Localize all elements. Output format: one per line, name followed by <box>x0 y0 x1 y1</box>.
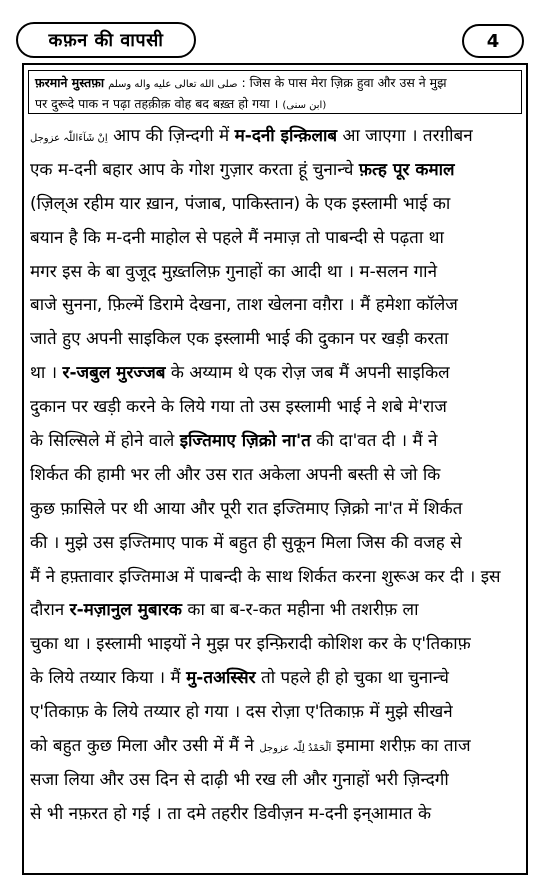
text-line-18: ए'तिकाफ़ के लिये तय्यार हो गया । दस रोज़ा ए'तिकाफ़ में मुझे सीखने <box>30 702 453 723</box>
text-line-21: से भी नफ़रत हो गई । ता दमे तहरीर डिवीज़न म-दनी इन्आमात के <box>30 803 432 824</box>
alhamdulillah-phrase: اَلْحَمْدُ لِلّٰہ عزوجل <box>259 743 332 755</box>
text-line-16: चुका था । इस्लामी भाइयों ने मुझ पर इन्फ़िरादी कोशिश कर के ए'तिकाफ़ <box>30 634 471 655</box>
hadith-label: फ़रमाने मुस्तफ़ा <box>35 75 105 90</box>
hadith-source: (ابن سنی) <box>282 100 327 111</box>
text-segment: की दा'वत दी । मैं ने <box>310 431 438 452</box>
bold-term: फ़त्ह पूर कमाल <box>358 159 455 180</box>
bold-term: र-मज़ानुल मुबारक <box>69 600 182 621</box>
text-segment: का बा ब-र-कत महीना भी तशरीफ़ ला <box>181 600 419 621</box>
page-number: 4 <box>462 24 524 58</box>
text-line-15 <box>30 594 520 628</box>
text-segment: को बहुत कुछ मिला और उसी में मैं ने <box>30 736 260 757</box>
text-line-7: जाते हुए अपनी साइकिल एक इस्लामी भाई की दुकान पर खड़ी करता <box>30 329 449 350</box>
body-text <box>30 120 520 832</box>
text-segment: के अय्याम थे एक रोज़ जब मैं अपनी साइकिल <box>165 363 450 384</box>
text-line-8 <box>30 357 520 391</box>
bold-term: मु-तअस्सिर <box>186 668 256 689</box>
text-line-5: मगर इस के बा वुजूद मुख़्तलिफ़ गुनाहों का आदी था । म-सलन गाने <box>30 261 438 282</box>
book-title: कफ़न की वापसी <box>16 22 196 58</box>
text-segment: आ जाएगा । तरग़ीबन <box>337 126 473 146</box>
text-segment: एक म-दनी बहार आप के गोश गुज़ार करता हूं चुनान्चे <box>30 159 359 180</box>
inshallah-phrase: اِنْ شَآءَاللّٰہ عزوجل <box>30 133 108 144</box>
text-line-6: बाजे सुनना, फ़िल्में डिरामे देखना, ताश खेलना वग़ैरा । मैं हमेशा कॉलेज <box>30 295 458 316</box>
text-segment: इमामा शरीफ़ का ताज <box>331 736 471 757</box>
text-segment: के सिल्सिले में होने वाले <box>30 431 180 452</box>
text-line-13: की । मुझे उस इज्तिमाए पाक में बहुत ही सुकून मिला जिस की वजह से <box>30 532 462 553</box>
bold-term: म-दनी इन्क़िलाब <box>234 126 338 146</box>
text-line-10 <box>30 425 520 459</box>
bold-term: इज्तिमाए ज़िक्रो ना'त <box>179 431 311 452</box>
text-segment: था । <box>30 363 63 384</box>
bold-term: र-जबुल मुरज्जब <box>62 363 166 384</box>
text-segment: आप की ज़िन्दगी में <box>113 126 235 146</box>
hadith-box <box>28 70 522 114</box>
text-line-3: (ज़िल्अ रहीम यार ख़ान, पंजाब, पाकिस्तान) के एक इस्लामी भाई का <box>30 193 451 214</box>
hadith-line2: पर दुरूदे पाक न पढ़ा तहक़ीक़ वोह बद बख़्त हो गया । <box>35 96 279 111</box>
text-line-12: कुछ फ़ासिले पर थी आया और पूरी रात इज्तिमाए ज़िक्रो ना'त में शिर्कत <box>30 498 463 519</box>
text-line-4: बयान है कि म-दनी माहोल से पहले मैं नमाज़ तो पाबन्दी से पढ़ता था <box>30 227 444 248</box>
text-segment: दौरान <box>30 600 70 621</box>
text-segment: तो पहले ही हो चुका था चुनान्चे <box>255 668 449 689</box>
hadith-line1: : जिस के पास मेरा ज़िक्र हुवा और उस ने मुझ <box>241 75 447 90</box>
text-line-19 <box>30 730 520 764</box>
text-line-1 <box>30 120 520 154</box>
text-line-2 <box>30 154 520 188</box>
text-line-11: शिर्कत की हामी भर ली और उस रात अकेला अपनी बस्ती से जो कि <box>30 464 441 485</box>
text-line-9: दुकान पर खड़ी करने के लिये गया तो उस इस्लामी भाई ने शबे मे'राज <box>30 397 447 418</box>
text-segment: के लिये तय्यार किया । मैं <box>30 668 187 689</box>
hadith-salutation: صلى الله تعالى عليه واله وسلم <box>108 79 238 90</box>
text-line-17 <box>30 662 520 696</box>
text-line-14: मैं ने हफ़्तावार इज्तिमाअ में पाबन्दी के साथ शिर्कत करना शुरूअ कर दी । इस <box>30 566 501 587</box>
text-line-20: सजा लिया और उस दिन से दाढ़ी भी रख ली और गुनाहों भरी ज़िन्दगी <box>30 769 449 790</box>
